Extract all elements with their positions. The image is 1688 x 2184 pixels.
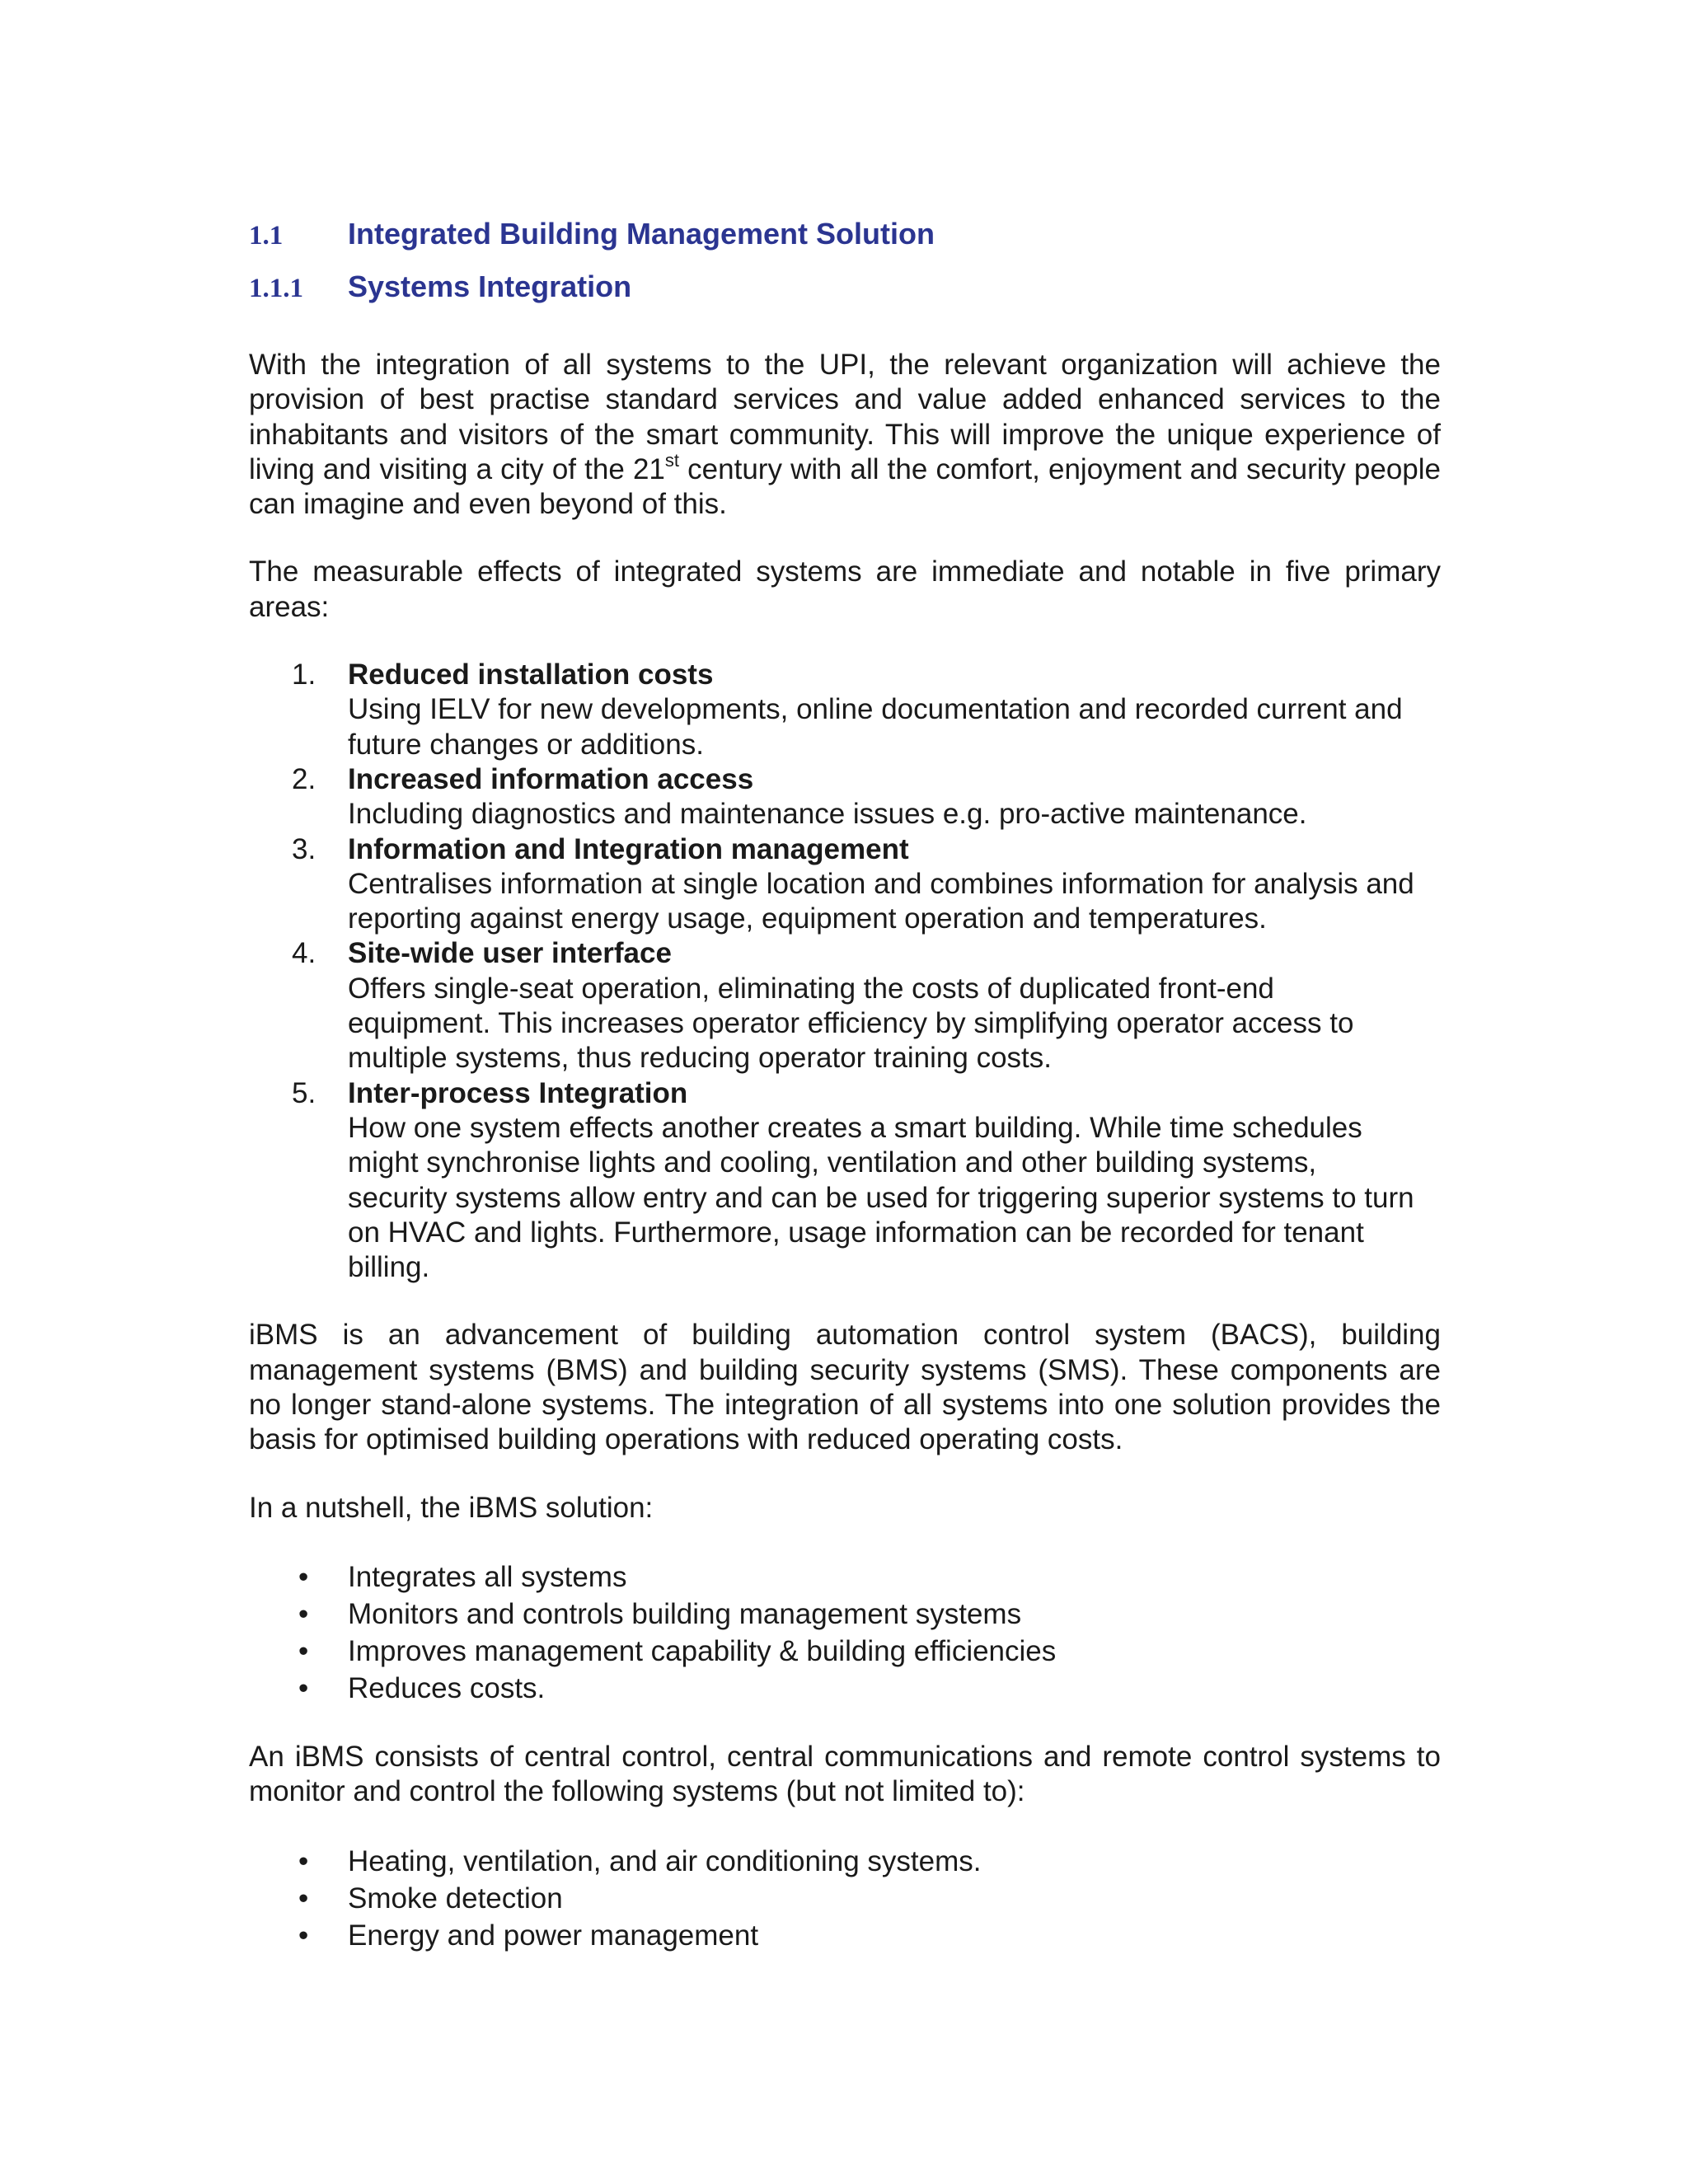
bullet-icon: •: [298, 1597, 309, 1630]
nutshell-item-text: Monitors and controls building management systems: [348, 1597, 1022, 1630]
subsection-heading: [249, 269, 1441, 307]
section-title: Integrated Building Management Solution: [348, 217, 935, 251]
effects-item-description: Offers single-seat operation, eliminating the costs of duplicated front-end equipment. This increases operator efficiency by simplifying operator access to multiple systems, thus reducing operator training costs.: [348, 972, 1354, 1075]
effects-item-number: 3.: [292, 832, 316, 865]
effects-item-title: Inter-process Integration: [348, 1076, 688, 1109]
bullet-icon: •: [298, 1882, 309, 1915]
nutshell-list-item: [249, 1670, 1441, 1707]
effects-item-number: 2.: [292, 762, 316, 795]
systems-list-item: [249, 1917, 1441, 1954]
intro-text-start: With the integration of all systems to the UPI, the relevant organization will achieve the provision of best practise standard services and value added enhanced services to the inhabitants and visitors of the smart community. This will improve the unique experience of living and visiting a city of the 21: [249, 349, 1441, 485]
effects-list-item: [249, 832, 1441, 937]
effects-item-number: 5.: [292, 1076, 316, 1109]
section-heading: [249, 216, 1441, 254]
nutshell-list-item: [249, 1633, 1441, 1670]
ibms-paragraph: iBMS is an advancement of building automation control system (BACS), building management systems (BMS) and building security systems (SMS). These components are no longer stand-alone systems. The integration of all systems into one solution provides the basis for optimised building operations with reduced operating costs.: [249, 1319, 1441, 1456]
effects-list-item: [249, 936, 1441, 1076]
nutshell-list: [249, 1558, 1441, 1707]
nutshell-list-item: [249, 1596, 1441, 1633]
effects-item-title: Information and Integration management: [348, 832, 909, 865]
subsection-title: Systems Integration: [348, 269, 632, 303]
document-page: [249, 216, 1441, 1954]
nutshell-item-text: Integrates all systems: [348, 1560, 627, 1593]
effects-item-number: 1.: [292, 658, 316, 691]
bullet-icon: •: [298, 1560, 309, 1593]
effects-item-description: How one system effects another creates a smart building. While time schedules might synchronise lights and cooling, ventilation and other building systems, security systems allow entry and can be used for triggering superior systems to turn on HVAC and lights. Furthermore, usage information can be recorded for tenant billing.: [348, 1111, 1414, 1284]
effects-list-item: [249, 762, 1441, 832]
effects-item-title: Increased information access: [348, 762, 754, 795]
effects-item-description: Using IELV for new developments, online documentation and recorded current and future changes or additions.: [348, 693, 1403, 761]
intro-superscript: st: [664, 450, 680, 471]
nutshell-item-text: Improves management capability & building efficiencies: [348, 1634, 1057, 1667]
intro-paragraph: [249, 348, 1441, 522]
nutshell-intro: In a nutshell, the iBMS solution:: [249, 1491, 654, 1524]
effects-list-item: [249, 658, 1441, 762]
nutshell-item-text: Reduces costs.: [348, 1671, 546, 1704]
bullet-icon: •: [298, 1634, 309, 1667]
effects-intro-paragraph: The measurable effects of integrated systems are immediate and notable in five primary areas:: [249, 555, 1441, 623]
effects-item-title: Reduced installation costs: [348, 658, 714, 691]
effects-list-item: [249, 1076, 1441, 1286]
nutshell-list-item: [249, 1558, 1441, 1596]
effects-item-description: Centralises information at single location and combines information for analysis and reporting against energy usage, equipment operation and temperatures.: [348, 867, 1414, 935]
systems-list-item: [249, 1843, 1441, 1880]
effects-item-title: Site-wide user interface: [348, 937, 672, 970]
systems-item-text: Heating, ventilation, and air conditioning systems.: [348, 1844, 982, 1877]
systems-list: [249, 1843, 1441, 1954]
systems-item-text: Smoke detection: [348, 1882, 563, 1915]
systems-item-text: Energy and power management: [348, 1919, 759, 1952]
bullet-icon: •: [298, 1671, 309, 1704]
bullet-icon: •: [298, 1919, 309, 1952]
consists-paragraph: An iBMS consists of central control, central communications and remote control systems to monitor and control the following systems (but not limited to):: [249, 1740, 1441, 1808]
effects-item-description: Including diagnostics and maintenance issues e.g. pro-active maintenance.: [348, 798, 1307, 831]
effects-item-number: 4.: [292, 937, 316, 970]
systems-list-item: [249, 1880, 1441, 1917]
intro-text-end: century with all the comfort, enjoyment and security people can imagine and even beyond of this.: [249, 452, 1442, 521]
subsection-number: 1.1.1: [249, 274, 303, 303]
effects-list: [249, 658, 1441, 1285]
section-number: 1.1: [249, 221, 284, 251]
bullet-icon: •: [298, 1844, 309, 1877]
